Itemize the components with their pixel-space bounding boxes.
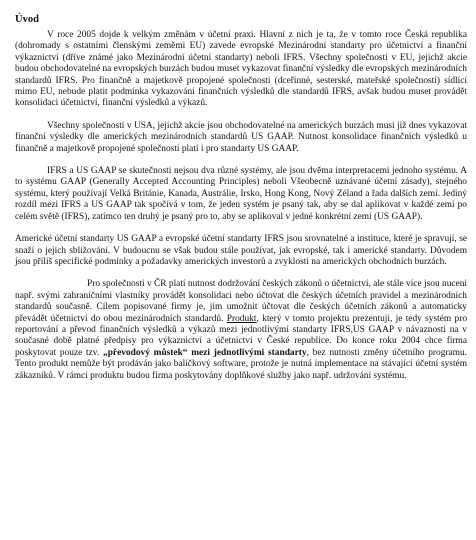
product-underlined-word: Produkt — [226, 313, 257, 324]
paragraph-4-text: Americké účetní standarty US GAAP a evropské účetní standarty IFRS jsou srovnatelné a instituce, které je spravují, se snaží o jejich sblížování. V budoucnu se však budou stále používat, jak evropské, tak i americké standarty. Důvodem jsou příliš specifické podmínky a požadavky amerických investorů a zvyklosti na amerických obchodních burzách. — [15, 234, 467, 267]
paragraph-3-text: IFRS a US GAAP se skutečnosti nejsou dva různé systémy, ale jsou dvěma interpretacemi jednoho systému. A to systému GAAP (Generally Accepted Accounting Principles) neboli Všeobecně uznávané účetní zásady), stejného systému, který používají Velká Británie, Kanada, Austrálie, Irsko, Hong Kong, Nový Zéland a řada dalších zemí. Jediný rozdíl mezi IFRS a US GAAP tak spočívá v tom, že jeden systém je psaný tak, aby se dal aplikovat v každé zemi po celém světě (IFRS), zatímco ten druhý je psaný pro to, aby se aplikoval v jedné konkrétní zemi (US GAAP). — [15, 166, 467, 222]
paragraph-3 — [15, 166, 467, 223]
paragraph-2-text: Všechny společnosti v USA, jejichž akcie jsou obchodovatelné na amerických burzách musí již dnes vykazovat finanční výsledky dle amerických mezinárodních standardů US GAAP. Nutnost konsolidace finančních výsledků u finančně a majetkově propojené společnosti platí i pro standarty US GAAP. — [15, 120, 467, 154]
paragraph-1 — [15, 30, 467, 110]
paragraph-2 — [15, 121, 467, 155]
paragraph-5-text-before: Pro společnosti v ČR platí nutnost dodržování českých zákonů o účetnictví, ale stále více jsou nuceni např. svými zahraničními vlastníky provádět konsolidaci nebo účtovat dle českých účetních pravidel a mezinárodních standardů současně. Cílem popisované firmy je, jim umožnit účtovat dle českých účetních zákonů a automaticky převádět účetnictví do obou mezinárodních standardů. — [15, 279, 467, 324]
paragraph-5 — [15, 279, 467, 382]
paragraph-5-text-middle: , který v tomto projektu prezentuji, je tedy systém pro reportování a převod finančních výsledků a výkazů mezi jednotlivými standarty IFRS,US GAAP v návaznosti na v současné době platné předpisy pro výkaznictví a účetnictví v České republice. Do konce roku 2004 chce firma poskytovat pouze tzv. — [15, 313, 468, 358]
bridge-bold-phrase: „převodový můstek“ mezi jednotlivými standarty — [103, 347, 307, 358]
paragraph-5-text-after: , bez nutnosti změny účetního programu. Tento produkt nemůže být prodáván jako balíčkový software, protože je nutná implementace na stávající účetní systém zákazníků. V rámci produktu budou firma poskytovány doplňkové služby jako např. udržování systému. — [15, 347, 468, 381]
document-heading: Úvod — [15, 14, 39, 25]
paragraph-1-text: V roce 2005 dojde k velkým změnám v účetní praxi. Hlavní z nich je ta, že v tomto roce Česká republika (dohromady s ostatními členskými zeměmi EU) zavede evropské Mezinárodní standarty pro účetnictví a finanční výkaznictví (dříve známé jako Mezinárodní účetní standarty) neboli IFRS. Všechny společnosti v EU, jejichž akcie budou obchodovatelné na evropských burzách budou muset vykazovat finanční výsledky dle evropských mezinárodních standardů IFRS. Pro finančně a majetkově propojené společnosti (dceřinné, sesterské, mateřské společnosti) sídlící mimo EU, nebude platit podmínka vykazování finančních výsledků dle standardů IFRS, avšak budou muset provádět konsolidaci účetnictví, finanční výsledků a výkazů. — [15, 30, 467, 109]
paragraph-4 — [15, 234, 467, 268]
